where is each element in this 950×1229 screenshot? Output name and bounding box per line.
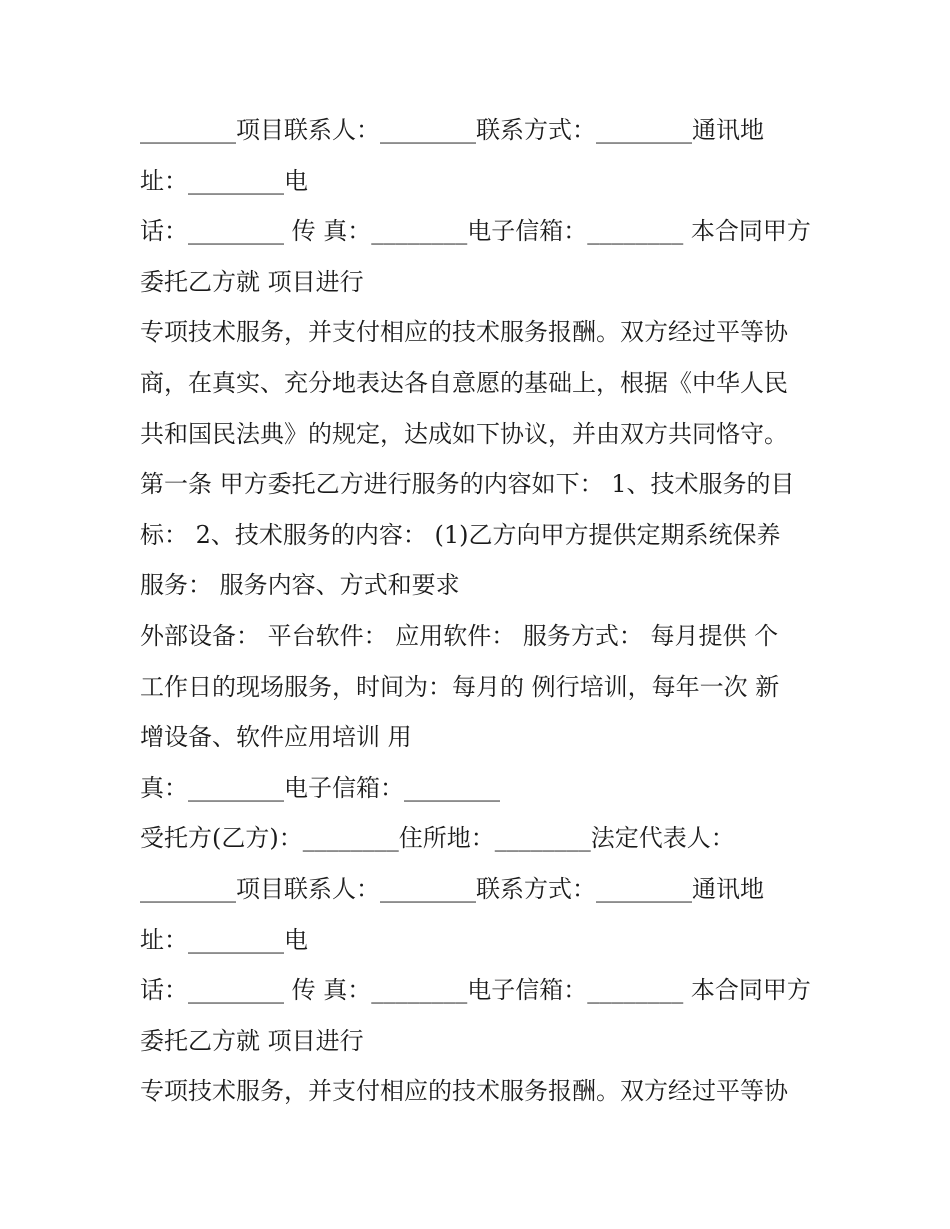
text-line: ________项目联系人：________联系方式：________通讯地	[140, 874, 764, 903]
text-line: 第一条 甲方委托乙方进行服务的内容如下： 1、技术服务的目	[140, 470, 795, 499]
text-line: 专项技术服务，并支付相应的技术服务报酬。双方经过平等协	[140, 318, 788, 347]
text-line: 委托乙方就 项目进行	[140, 267, 364, 296]
text-line: 共和国民法典》的规定，达成如下协议，并由双方共同恪守。	[140, 419, 788, 448]
text-line: 增设备、软件应用培训 用	[140, 723, 412, 752]
text-line: 委托乙方就 项目进行	[140, 1026, 364, 1055]
text-line: ________项目联系人：________联系方式：________通讯地	[140, 116, 764, 144]
text-line: 址：________电	[140, 166, 308, 195]
text-line: 标： 2、技术服务的内容： (1)乙方向甲方提供定期系统保养	[140, 520, 781, 549]
text-line: 商，在真实、充分地表达各自意愿的基础上，根据《中华人民	[140, 368, 788, 397]
text-line: 工作日的现场服务，时间为：每月的 例行培训，每年一次 新	[140, 672, 780, 701]
text-line: 受托方(乙方)：________住所地：________法定代表人：	[140, 824, 735, 853]
text-line: 专项技术服务，并支付相应的技术服务报酬。双方经过平等协	[140, 1077, 788, 1106]
text-line: 外部设备： 平台软件： 应用软件： 服务方式： 每月提供 个	[140, 621, 779, 650]
text-line: 真：________电子信箱：________	[140, 773, 500, 802]
document-body	[140, 105, 820, 1117]
text-line: 话：________ 传 真：________电子信箱：________ 本合同甲方	[140, 217, 811, 246]
text-line: 服务： 服务内容、方式和要求	[140, 571, 460, 600]
text-line: 话：________ 传 真：________电子信箱：________ 本合同甲方	[140, 976, 811, 1005]
text-line: 址：________电	[140, 925, 308, 954]
